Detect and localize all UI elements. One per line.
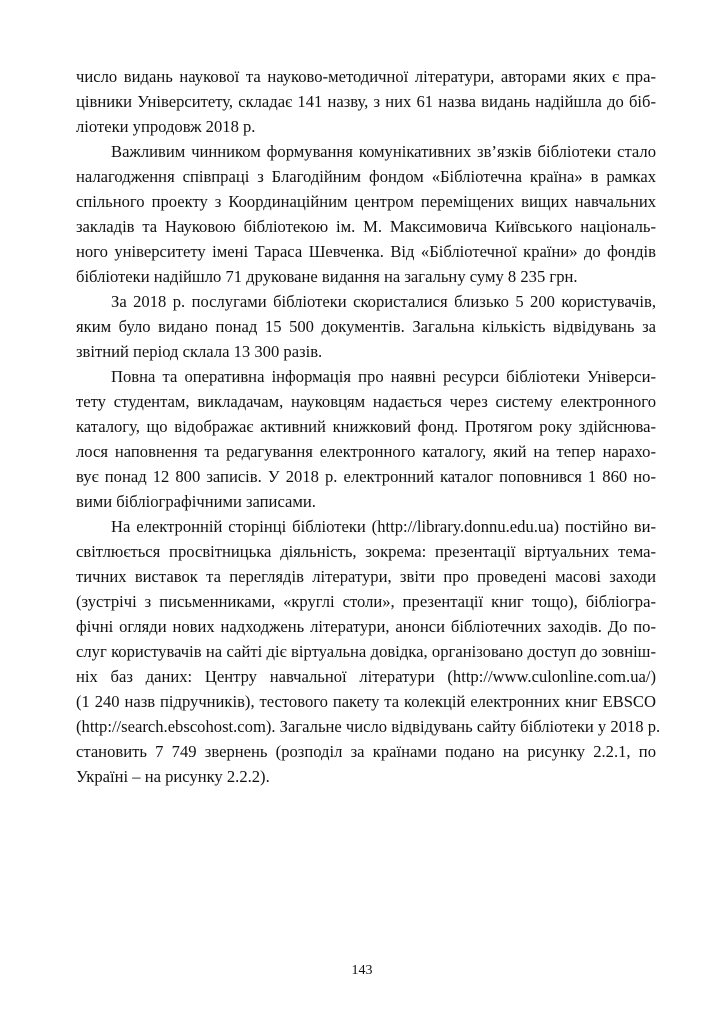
text-line: слуг користувачів на сайті діє віртуальна довідка, організовано доступ до зовніш- [76, 642, 656, 661]
text-line: Україні – на рисунку 2.2.2). [76, 767, 270, 786]
text-line: звітний період склала 13 300 разів. [76, 342, 323, 361]
text-line: Важливим чинником формування комунікативних зв’язків бібліотеки стало [111, 142, 656, 161]
text-line: бібліотеки надійшло 71 друковане видання на загальну суму 8 235 грн. [76, 267, 578, 286]
page-number: 143 [351, 963, 373, 978]
paragraph [76, 139, 656, 289]
text-line: закладів та Науковою бібліотекою ім. М. Максимовича Київського національ- [76, 217, 656, 236]
text-line: лося наповнення та редагування електронного каталогу, який на тепер нарахо- [76, 442, 656, 461]
text-line: число видань наукової та науково-методичної літератури, авторами яких є пра- [76, 67, 656, 86]
paragraph [76, 514, 661, 789]
text-line: цівники Університету, складає 141 назву, з них 61 назва видань надійшла до біб- [76, 92, 656, 111]
text-line: каталогу, що відображає активний книжковий фонд. Протягом року здійснюва- [76, 417, 656, 436]
text-line: тичних виставок та переглядів літератури, звіти про проведені масові заходи [76, 567, 656, 586]
text-line: світлюється просвітницька діяльність, зокрема: презентації віртуальних тема- [76, 542, 656, 561]
text-line: Повна та оперативна інформація про наявні ресурси бібліотеки Універси- [111, 367, 656, 386]
paragraph [76, 64, 656, 139]
text-line: спільного проекту з Координаційним центром переміщених вищих навчальних [76, 192, 656, 211]
text-line: На електронній сторінці бібліотеки (http://library.donnu.edu.ua) постійно ви- [111, 517, 656, 536]
text-line: За 2018 р. послугами бібліотеки скористалися близько 5 200 користувачів, [111, 292, 656, 311]
text-line: ніх баз даних: Центру навчальної літератури (http://www.culonline.com.ua/) [76, 667, 656, 686]
text-line: тету студентам, викладачам, науковцям надається через систему електронного [76, 392, 656, 411]
text-line: налагодження співпраці з Благодійним фондом «Бібліотечна країна» в рамках [76, 167, 656, 186]
text-line: становить 7 749 звернень (розподіл за країнами подано на рисунку 2.2.1, по [76, 742, 656, 761]
text-line: (1 240 назв підручників), тестового пакету та колекцій електронних книг EBSCO [76, 692, 656, 711]
text-line: ного університету імені Тараса Шевченка. Від «Бібліотечної країни» до фондів [76, 242, 656, 261]
text-line: ліотеки упродовж 2018 р. [76, 117, 256, 136]
text-line: вує понад 12 800 записів. У 2018 р. електронний каталог поповнився 1 860 но- [76, 467, 656, 486]
paragraph [76, 289, 656, 364]
text-line: вими бібліографічними записами. [76, 492, 316, 511]
text-line: фічні огляди нових надходжень літератури, анонси бібліотечних заходів. До по- [76, 617, 656, 636]
text-line: (зустрічі з письменниками, «круглі столи», презентації книг тощо), бібліогра- [76, 592, 656, 611]
text-line: (http://search.ebscohost.com). Загальне число відвідувань сайту бібліотеки у 2018 р. [76, 717, 661, 736]
paragraph [76, 364, 656, 514]
text-line: яким було видано понад 15 500 документів. Загальна кількість відвідувань за [76, 317, 656, 336]
page-body [76, 64, 661, 789]
